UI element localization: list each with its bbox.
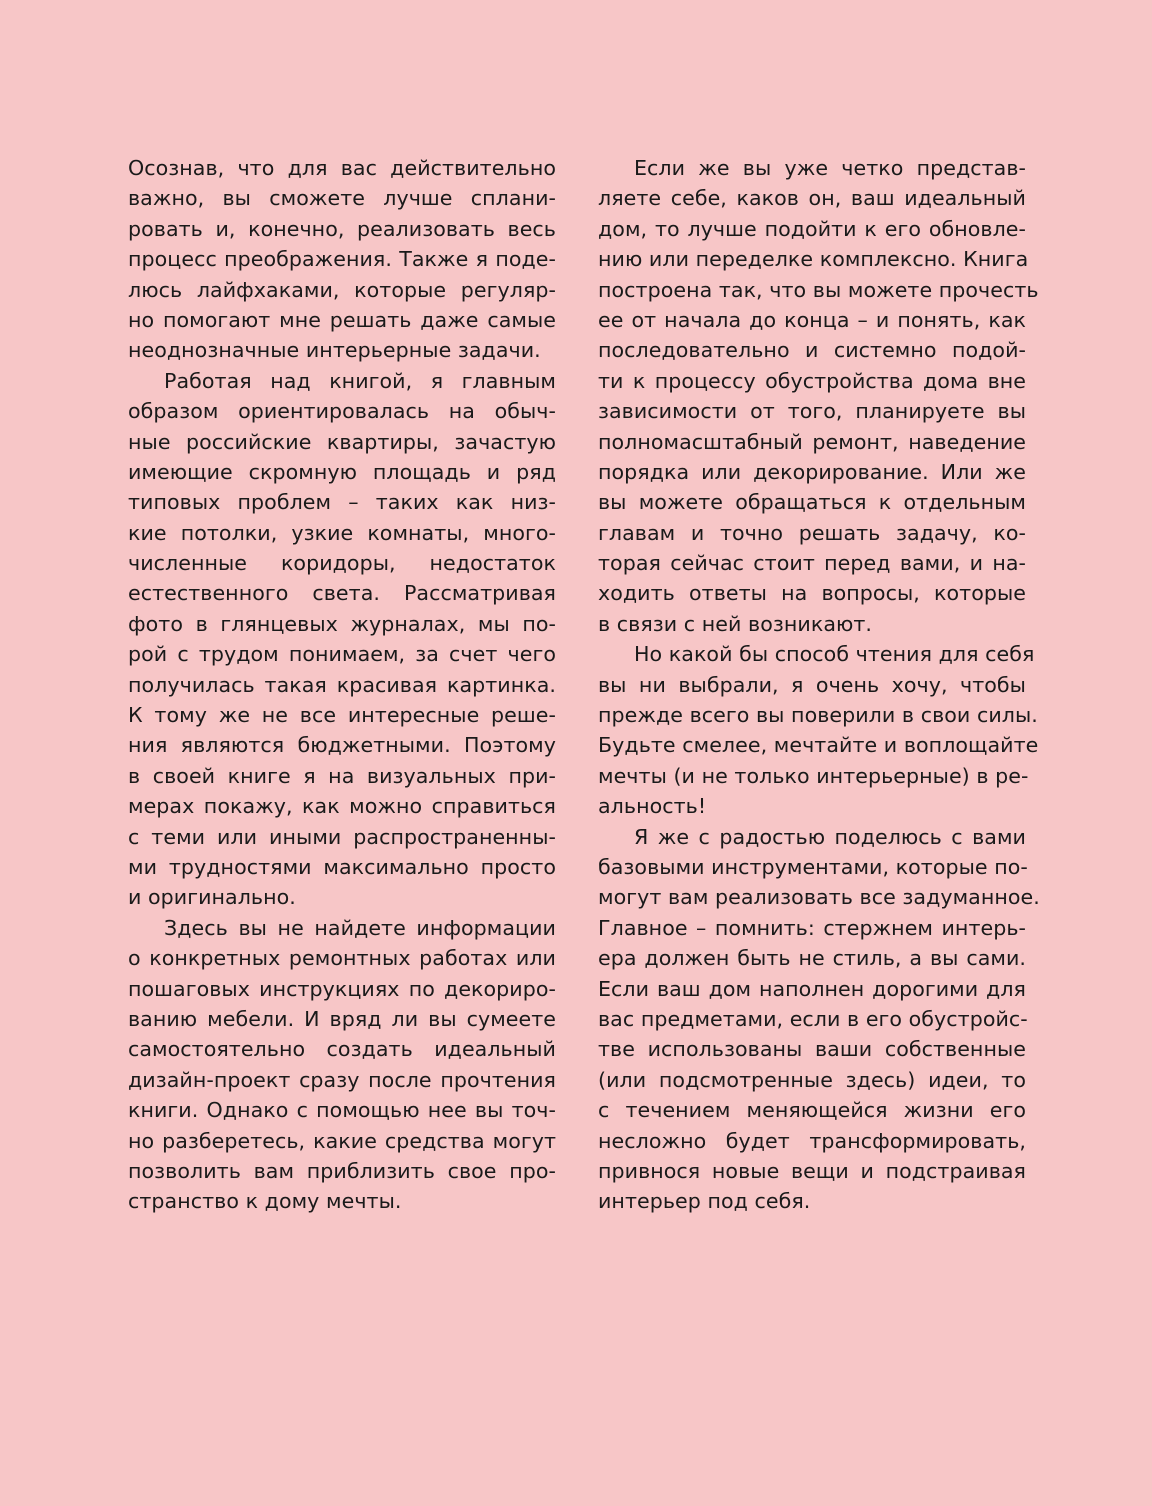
text-line: типовых проблем – таких как низ- — [128, 490, 556, 515]
text-line: главам и точно решать задачу, ко- — [598, 520, 1026, 545]
text-line: книги. Однако с помощью нее вы точ- — [128, 1098, 556, 1123]
text-line: Здесь вы не найдете информации — [164, 915, 556, 940]
text-line: ходить ответы на вопросы, которые — [598, 581, 1026, 606]
text-line: ми трудностями максимально просто — [128, 854, 556, 879]
text-line: построена так, что вы можете прочесть — [598, 277, 1039, 302]
text-line: в связи с ней возникают. — [598, 611, 873, 636]
text-line: несложно будет трансформировать, — [598, 1128, 1026, 1153]
text-line: интерьер под себя. — [598, 1189, 811, 1214]
text-line: и оригинально. — [128, 885, 296, 910]
paragraph — [128, 913, 556, 1217]
text-line: фото в глянцевых журналах, мы по- — [128, 611, 556, 636]
paragraph — [128, 366, 556, 913]
text-line: Я же с радостью поделюсь с вами — [634, 824, 1026, 849]
text-line: Если же вы уже четко представ- — [634, 156, 1026, 180]
text-line: процесс преображения. Также я поде- — [128, 247, 556, 272]
text-line: последовательно и системно подой- — [598, 338, 1026, 363]
text-line: Если ваш дом наполнен дорогими для — [598, 976, 1026, 1001]
text-line: ния являются бюджетными. Поэтому — [128, 733, 556, 758]
text-line: Работая над книгой, я главным — [164, 368, 556, 393]
text-line: кие потолки, узкие комнаты, много- — [128, 520, 556, 545]
text-line: получилась такая красивая картинка. — [128, 672, 556, 697]
text-line: торая сейчас стоит перед вами, и на- — [598, 551, 1026, 576]
text-line: ные российские квартиры, зачастую — [128, 429, 556, 454]
paragraph — [598, 153, 1039, 639]
text-line: могут вам реализовать все задуманное. — [598, 885, 1040, 910]
text-line: естественного света. Рассматривая — [128, 581, 556, 606]
text-line: образом ориентировалась на обыч- — [128, 399, 556, 424]
text-line: Главное – помнить: стержнем интерь- — [598, 915, 1026, 940]
text-line: ванию мебели. И вряд ли вы сумеете — [128, 1006, 556, 1031]
text-line: привнося новые вещи и подстраивая — [598, 1158, 1026, 1183]
text-line: но разберетесь, какие средства могут — [128, 1128, 556, 1153]
paragraph — [598, 639, 1039, 821]
text-line: альность! — [598, 794, 707, 819]
text-line: имеющие скромную площадь и ряд — [128, 459, 556, 484]
text-line: численные коридоры, недостаток — [128, 551, 556, 576]
text-line: рой с трудом понимаем, за счет чего — [128, 642, 556, 667]
text-line: дизайн-проект сразу после прочтения — [128, 1067, 556, 1092]
text-line: в своей книге я на визуальных при- — [128, 763, 556, 788]
text-line: К тому же не все интересные реше- — [128, 703, 556, 728]
left-text-column — [128, 153, 556, 1217]
text-line: прежде всего вы поверили в свои силы. — [598, 703, 1038, 728]
text-line: важно, вы сможете лучше сплани- — [128, 186, 556, 211]
text-line: ляете себе, каков он, ваш идеальный — [598, 186, 1026, 211]
text-line: базовыми инструментами, которые по- — [598, 854, 1028, 879]
paragraph — [128, 153, 556, 366]
text-line: порядка или декорирование. Или же — [598, 459, 1026, 484]
text-line: ера должен быть не стиль, а вы сами. — [598, 946, 1026, 971]
text-line: (или подсмотренные здесь) идеи, то — [598, 1067, 1026, 1092]
text-line: вас предметами, если в его обустройс- — [598, 1006, 1028, 1031]
text-line: дом, то лучше подойти к его обновле- — [598, 216, 1026, 241]
text-line: люсь лайфхаками, которые регуляр- — [128, 277, 556, 302]
text-line: ти к процессу обустройства дома вне — [598, 368, 1026, 393]
text-line: ее от начала до конца – и понять, как — [598, 307, 1026, 332]
text-line: нию или переделке комплексно. Книга — [598, 247, 1029, 272]
text-line: полномасштабный ремонт, наведение — [598, 429, 1026, 454]
text-line: вы можете обращаться к отдельным — [598, 490, 1026, 515]
text-line: неоднозначные интерьерные задачи. — [128, 338, 541, 363]
text-line: но помогают мне решать даже самые — [128, 307, 556, 332]
text-line: самостоятельно создать идеальный — [128, 1037, 556, 1062]
text-line: Но какой бы способ чтения для себя — [634, 642, 1035, 667]
text-line: зависимости от того, планируете вы — [598, 399, 1026, 424]
text-line: ровать и, конечно, реализовать весь — [128, 216, 556, 241]
paragraph — [598, 822, 1040, 1217]
text-line: с течением меняющейся жизни его — [598, 1098, 1026, 1123]
text-line: Осознав, что для вас действительно — [128, 156, 556, 180]
text-line: странство к дому мечты. — [128, 1189, 402, 1214]
text-line: Будьте смелее, мечтайте и воплощайте — [598, 733, 1039, 758]
text-line: мечты (и не только интерьерные) в ре- — [598, 763, 1029, 788]
text-line: тве использованы ваши собственные — [598, 1037, 1026, 1062]
text-line: вы ни выбрали, я очень хочу, чтобы — [598, 672, 1026, 697]
text-line: с теми или иными распространенны- — [128, 824, 556, 849]
text-line: о конкретных ремонтных работах или — [128, 946, 556, 971]
text-line: мерах покажу, как можно справиться — [128, 794, 556, 819]
right-text-column — [598, 153, 1040, 1217]
text-line: пошаговых инструкциях по декориро- — [128, 976, 556, 1001]
text-line: позволить вам приблизить свое про- — [128, 1158, 556, 1183]
